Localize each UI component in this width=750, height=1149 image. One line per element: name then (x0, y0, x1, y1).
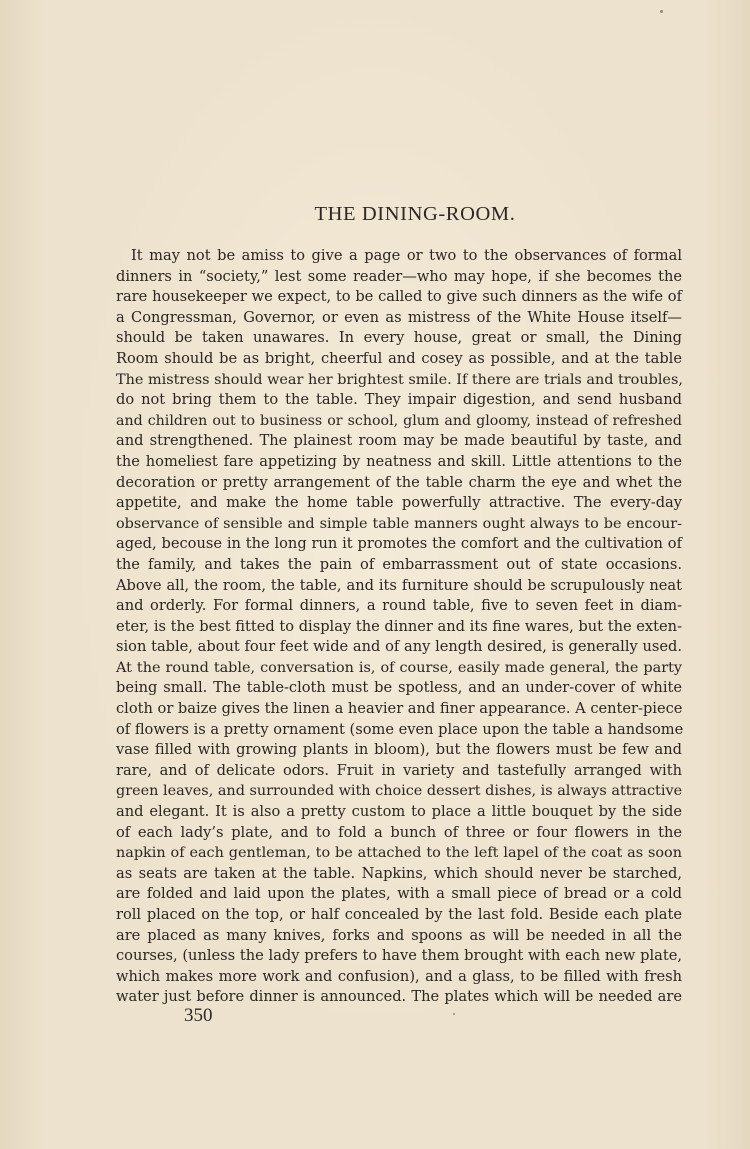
paper-speck (453, 1013, 455, 1015)
text-line: cloth or baize gives the linen a heavier and finer appearance. A center-piece (116, 700, 683, 718)
text-line: vase filled with growing plants in bloom), but the flowers must be few and (116, 741, 682, 759)
text-line: should be taken unawares. In every house, great or small, the Dining (116, 329, 682, 347)
text-line: and strengthened. The plainest room may be made beautiful by taste, and (116, 432, 682, 450)
text-line: Above all, the room, the table, and its furniture should be scrupulously neat (116, 576, 682, 594)
text-line: a Congressman, Governor, or even as mistress of the White House itself— (116, 308, 682, 326)
text-line: courses, (unless the lady prefers to have them brought with each new plate, (116, 947, 682, 965)
text-line: rare, and of delicate odors. Fruit in variety and tastefully arranged with (116, 761, 682, 779)
text-line: eter, is the best fitted to display the dinner and its fine wares, but the exten- (116, 617, 682, 635)
text-line: the homeliest fare appetizing by neatness and skill. Little attentions to the (116, 452, 682, 470)
text-line: of flowers is a pretty ornament (some even place upon the table a handsome (116, 720, 684, 738)
text-line: and elegant. It is also a pretty custom to place a little bouquet by the side (116, 803, 682, 821)
text-line: and orderly. For formal dinners, a round table, five to seven feet in diam- (116, 597, 682, 615)
text-line: and children out to business or school, glum and gloomy, instead of refreshed (116, 412, 682, 429)
page-number: 350 (184, 1005, 213, 1026)
text-line: water just before dinner is announced. The plates which will be needed are (116, 988, 682, 1006)
text-line: The mistress should wear her brightest smile. If there are trials and troubles, (116, 371, 683, 388)
text-line: Room should be as bright, cheerful and cosey as possible, and at the table (116, 349, 682, 367)
text-line: rare housekeeper we expect, to be called to give such dinners as the wife of (116, 288, 682, 306)
body-text (116, 246, 682, 1008)
text-line: roll placed on the top, or half concealed by the last fold. Beside each plate (116, 906, 682, 923)
text-line: dinners in “society,” lest some reader—who may hope, if she becomes the (116, 267, 682, 285)
text-line: which makes more work and confusion), and a glass, to be filled with fresh (116, 967, 682, 985)
text-line: It may not be amiss to give a page or two to the observances of formal (131, 247, 682, 264)
text-line: sion table, about four feet wide and of any length desired, is generally used. (116, 638, 682, 656)
text-line: observance of sensible and simple table manners ought always to be encour- (116, 515, 682, 532)
text-line: of each lady’s plate, and to fold a bunch of three or four flowers in the (116, 823, 682, 841)
text-line: being small. The table-cloth must be spotless, and an under-cover of white (116, 679, 682, 697)
text-line: appetite, and make the home table powerfully attractive. The every-day (116, 494, 682, 512)
text-line: aged, becouse in the long run it promotes the comfort and the cultivation of (116, 535, 682, 553)
chapter-title: THE DINING-ROOM. (314, 203, 516, 225)
text-line: At the round table, conversation is, of course, easily made general, the party (116, 659, 682, 676)
text-line: are placed as many knives, forks and spoons as will be needed in all the (116, 926, 682, 944)
text-line: the family, and takes the pain of embarrassment out of state occasions. (116, 555, 682, 573)
text-line: do not bring them to the table. They impair digestion, and send husband (116, 391, 682, 409)
text-line: as seats are taken at the table. Napkins, which should never be starched, (116, 864, 682, 882)
text-line: decoration or pretty arrangement of the table charm the eye and whet the (116, 473, 682, 491)
paper-speck (660, 10, 663, 13)
text-line: napkin of each gentleman, to be attached to the left lapel of the coat as soon (116, 845, 682, 862)
text-line: green leaves, and surrounded with choice dessert dishes, is always attractive (116, 783, 683, 800)
text-line: are folded and laid upon the plates, with a small piece of bread or a cold (116, 885, 682, 903)
